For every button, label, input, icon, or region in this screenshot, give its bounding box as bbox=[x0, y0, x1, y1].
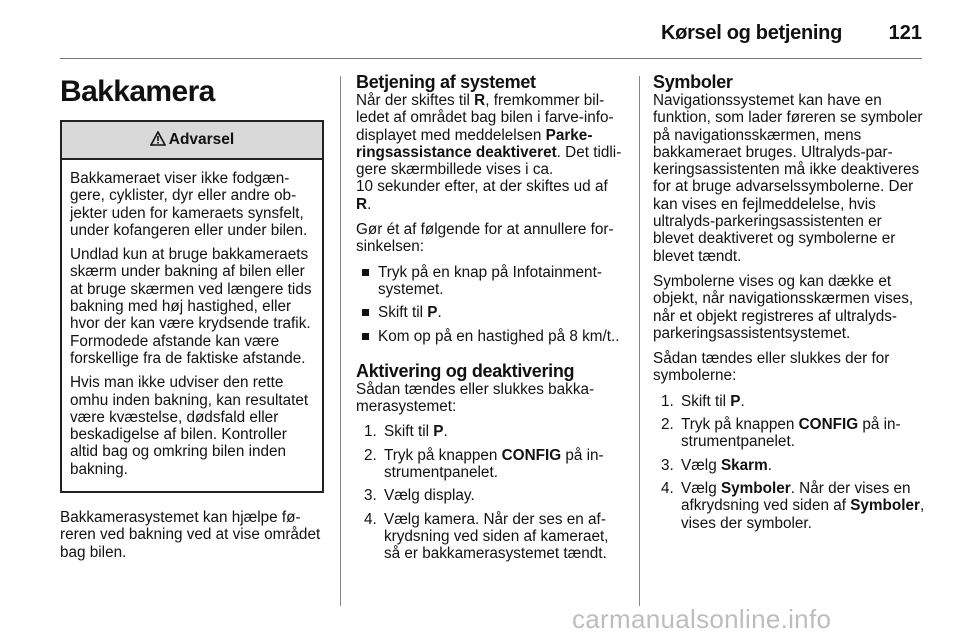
list-item: Skift til P. bbox=[356, 304, 626, 321]
list-item: 2. Tryk på knappen CONFIG på instrumentpanelet. bbox=[364, 446, 604, 482]
running-header-title: Kørsel og betjening bbox=[661, 22, 842, 44]
bullet-square-icon bbox=[362, 333, 369, 340]
warning-paragraph-1: Bakkameraet viser ikke fodgængere, cyklister, dyr eller andre objekter uden for kameraets synsfelt, under kofangeren eller under bilen. bbox=[70, 170, 308, 239]
subsection-title-symbols: Symboler bbox=[653, 72, 733, 92]
symbols-paragraph-1: Navigationssystemet kan have en funktion, som lader føreren se symboler på navigationsskærmen, mens bakkameraet bruges. Ultralyds-parkeringsassistenten må ikke deaktiveres for at bruge advarselssymbolerne. Der kan vises en fejlmeddelelse, hvis ultralyds-parkeringsassistenten er blevet deaktiveret og symbolerne er blevet tændt. bbox=[653, 92, 923, 265]
bullet-square-icon bbox=[362, 309, 369, 316]
column-divider-1 bbox=[340, 76, 341, 606]
warning-header bbox=[62, 122, 322, 160]
cancel-options-list bbox=[356, 264, 626, 345]
activation-steps bbox=[356, 423, 626, 562]
list-item: 2. Tryk på knappen CONFIG på instrumentpanelet. bbox=[661, 416, 901, 451]
warning-triangle-icon bbox=[150, 124, 166, 160]
bullet-square-icon bbox=[362, 269, 369, 276]
subsection-title-operation: Betjening af systemet bbox=[356, 72, 536, 92]
warning-paragraph-2: Undlad kun at bruge bakkameraets skærm under bakning af bilen eller at bruge skærmen ved længere tids bakning med høj hastighed, eller hvor der kan være krydsende trafik. Formodede afstande kan være forskellige fra de faktiske afstande. bbox=[70, 246, 312, 367]
list-item: 1. Skift til P. bbox=[661, 392, 745, 410]
header-divider bbox=[60, 58, 922, 59]
warning-body bbox=[62, 160, 322, 491]
symbols-paragraph-3: Sådan tændes eller slukkes der for symbolerne: bbox=[653, 350, 890, 385]
symbols-paragraph-2: Symbolerne vises og kan dække et objekt, når navigationsskærmen vises, når et objekt registreres af ultralyds-parkeringsassistentsystemet. bbox=[653, 272, 914, 342]
page-number: 121 bbox=[888, 22, 922, 44]
watermark: carmanualsonline.info bbox=[572, 604, 832, 634]
column-2 bbox=[356, 72, 626, 571]
list-item: Tryk på en knap på Infotainment-systemet. bbox=[356, 264, 626, 299]
intro-paragraph: Bakkamerasystemet kan hjælpe føreren ved bakning ved at vise området bag bilen. bbox=[60, 509, 321, 561]
subsection-title-activation: Aktivering og deaktivering bbox=[356, 360, 575, 381]
warning-title: Advarsel bbox=[168, 131, 235, 148]
symbols-steps bbox=[653, 393, 925, 532]
operation-paragraph-2: Gør ét af følgende for at annullere forsinkelsen: bbox=[356, 221, 614, 256]
list-item: 3. Vælg Skarm. bbox=[661, 456, 772, 474]
warning-paragraph-3: Hvis man ikke udviser den rette omhu inden bakning, kan resultatet være kvæstelse, dødsfald eller beskadigelse af bilen. Kontroller altid bag og omkring bilen inden bakning. bbox=[70, 374, 309, 478]
list-item: Kom op på en hastighed på 8 km/t.. bbox=[356, 328, 626, 345]
column-1 bbox=[60, 72, 324, 569]
list-item: 4. Vælg Symboler. Når der vises en afkrydsning ved siden af Symboler, vises der symboler. bbox=[661, 479, 925, 532]
column-3 bbox=[653, 72, 925, 540]
page-header bbox=[0, 0, 960, 62]
warning-box bbox=[60, 120, 324, 493]
column-divider-2 bbox=[639, 76, 640, 606]
list-item: 4. Vælg kamera. Når der ses en afkrydsning ved siden af kameraet, så er bakkamerasystemet tændt. bbox=[364, 510, 609, 563]
list-item: 3. Vælg display. bbox=[364, 487, 475, 505]
list-item: 1. Skift til P. bbox=[364, 423, 448, 441]
section-title: Bakkamera bbox=[60, 75, 215, 108]
operation-paragraph-1: Når der skiftes til R, fremkommer billedet af området bag bilen i farve-info-displayet med meddelelsen Parkeringsassistance deaktiveret. Det tidligere skærmbillede vises i ca. 10 sekunder efter, at der skiftes ud af R. bbox=[356, 92, 622, 213]
activation-intro: Sådan tændes eller slukkes bakkamerasystemet: bbox=[356, 380, 595, 416]
